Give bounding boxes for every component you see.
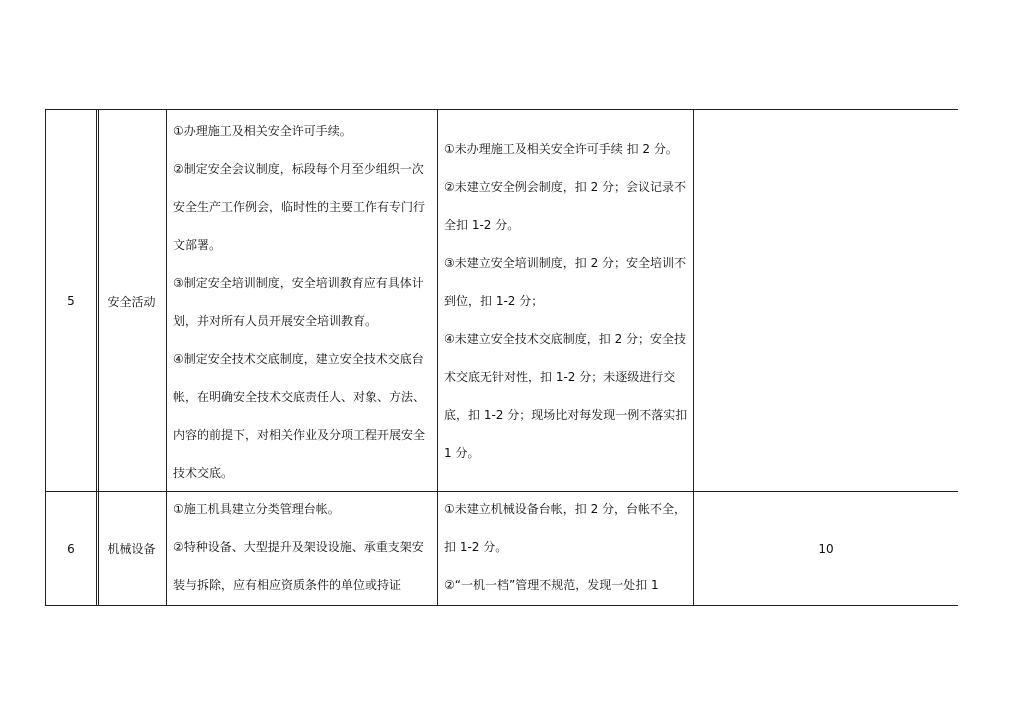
table-row [45, 109, 958, 492]
scoring-standard-text [444, 492, 689, 604]
score-value: 10 [818, 541, 834, 556]
scoring-standard-cell [437, 492, 693, 605]
requirements-cell [166, 492, 437, 605]
score-cell [693, 110, 958, 492]
standard-paragraph: ④未建立安全技术交底制度，扣 2 分；安全技术交底无针对性，扣 1-2 分；未逐级进行交底，扣 1-2 分；现场比对每发现一例不落实扣 1 分。 [444, 332, 688, 460]
row-number: 6 [67, 541, 75, 556]
evaluation-table [45, 109, 958, 604]
requirements-text [173, 112, 433, 492]
standard-paragraph: ③未建立安全培训制度，扣 2 分；安全培训不到位，扣 1-2 分； [444, 256, 687, 308]
row-number-cell [45, 492, 96, 605]
requirement-paragraph: ①施工机具建立分类管理台帐。 [173, 502, 340, 516]
requirement-paragraph: ③制定安全培训制度，安全培训教育应有具体计划，并对所有人员开展安全培训教育。 [173, 276, 424, 328]
standard-paragraph: ①未办理施工及相关安全许可手续 扣 2 分。 [444, 142, 678, 156]
item-name-cell [96, 110, 166, 492]
requirement-paragraph: ④制定安全技术交底制度，建立安全技术交底台帐，在明确安全技术交底责任人、对象、方法、内容的前提下，对相关作业及分项工程开展安全技术交底。 [173, 352, 426, 480]
standard-paragraph: ①未建立机械设备台帐，扣 2 分，台帐不全，扣 1-2 分。 [444, 502, 687, 554]
item-name: 安全活动 [107, 294, 156, 309]
requirement-paragraph: ②特种设备、大型提升及架设设施、承重支架安装与拆除，应有相应资质条件的单位或持证 [173, 540, 424, 592]
standard-paragraph: ②未建立安全例会制度，扣 2 分；会议记录不全扣 1-2 分。 [444, 180, 687, 232]
item-name-cell [96, 492, 166, 605]
row-number-cell [45, 110, 96, 492]
scoring-standard-cell [437, 110, 693, 492]
requirements-cell [166, 110, 437, 492]
row-number: 5 [67, 294, 75, 308]
table-row [45, 491, 958, 606]
item-name: 机械设备 [107, 542, 156, 556]
score-cell [693, 492, 958, 605]
standard-paragraph: ②“一机一档”管理不规范，发现一处扣 1 [444, 578, 659, 592]
requirement-paragraph: ①办理施工及相关安全许可手续。 [173, 124, 352, 138]
requirements-text [173, 492, 433, 604]
scoring-standard-text [444, 130, 689, 472]
requirement-paragraph: ②制定安全会议制度，标段每个月至少组织一次安全生产工作例会，临时性的主要工作有专门行文部署。 [173, 162, 426, 252]
